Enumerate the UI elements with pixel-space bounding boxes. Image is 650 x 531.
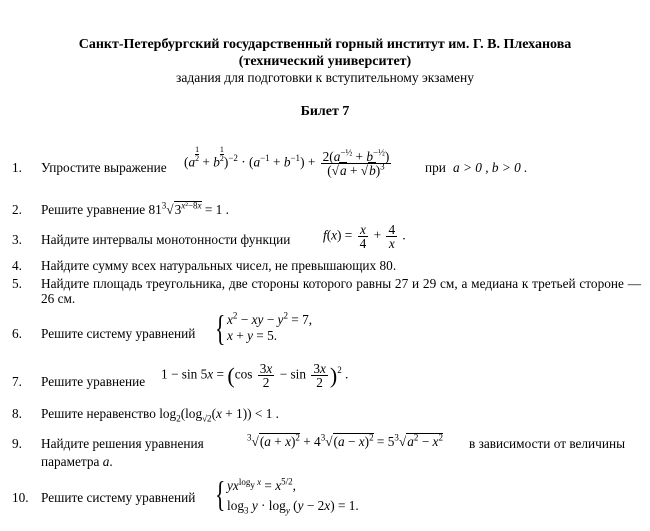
formula: f(x) = $\frac{x}{4}$ + $\frac{4}{x}$ . (323, 222, 406, 251)
problem-text: Решите уравнение (41, 202, 146, 217)
problem-tail-2: параметра (41, 454, 100, 469)
equation-system: { $x^2$ − xy − $y^2 = 7$, x + y = 5. (215, 308, 313, 348)
formula: (a $\frac{1}{2}$ + b $\frac{1}{2}$ )$^{-2} \cdot (a^{-1} + b^{-1})$ + $\frac{2(a^{-\frac{1}{2}} + b^{-\frac{1}{2}})}{(√a + √b)^3}$ (184, 145, 390, 178)
formula: $81^3√3^{x^2-8x} = 1$ . (148, 200, 229, 217)
problem-number: 9. (12, 436, 22, 451)
problem-number: 3. (12, 232, 22, 247)
problem-number: 10. (12, 490, 29, 505)
problem-tail: в зависимости от величины (469, 436, 626, 451)
problem-text: Найдите площадь треугольника, две стороны которого равны 27 и 29 см, а медиана к третьей стороне — 26 см. (41, 276, 641, 306)
ticket-title: Билет 7 (300, 104, 350, 119)
problem-text: Найдите решения уравнения (41, 436, 204, 451)
problem-number: 8. (12, 406, 22, 421)
problem-tail: при (425, 160, 446, 175)
problem-number: 1. (12, 160, 22, 175)
formula: 1 − sin 5x = (cos $\frac{3x}{2}$ − sin $\frac{3x}{2}$ )$^2$ . (161, 361, 349, 390)
problem-text: Решите неравенство (41, 406, 156, 421)
formula: $^3√(a + x)^2 + 4^3√(a - x)^2 = 5^3√a^2 - x^2$ (247, 432, 443, 449)
exam-description: задания для подготовки к вступительному экзамену (176, 70, 474, 85)
problem-number: 4. (12, 258, 22, 273)
problem-text: Найдите интервалы монотонности функции (41, 232, 291, 247)
problem-number: 7. (12, 374, 22, 389)
problem-text: Найдите сумму всех натуральных чисел, не превышающих 80. (41, 258, 397, 273)
problem-number: 6. (12, 326, 22, 341)
institute-subtitle: (технический университет) (238, 54, 412, 69)
problem-number: 2. (12, 202, 22, 217)
problem-text: Упростите выражение (41, 160, 167, 175)
problem-text: Решите систему уравнений (41, 326, 196, 341)
problem-condition: a > 0 , b > 0 . (453, 160, 528, 175)
formula: $\log_2(\log_{√2}(x + 1)) < 1$ . (159, 406, 280, 424)
institute-title: Санкт-Петербургский государственный горный институт им. Г. В. Плеханова (78, 37, 572, 52)
problem-number: 5. (12, 276, 22, 291)
equation-system: { $yx^{log_y x} = x^{5/2}$, $\log_3 y \cdot \log_y (y - 2x) = 1$. (215, 474, 359, 516)
problem-text: Решите уравнение (41, 374, 146, 389)
problem-text: Решите систему уравнений (41, 490, 196, 505)
